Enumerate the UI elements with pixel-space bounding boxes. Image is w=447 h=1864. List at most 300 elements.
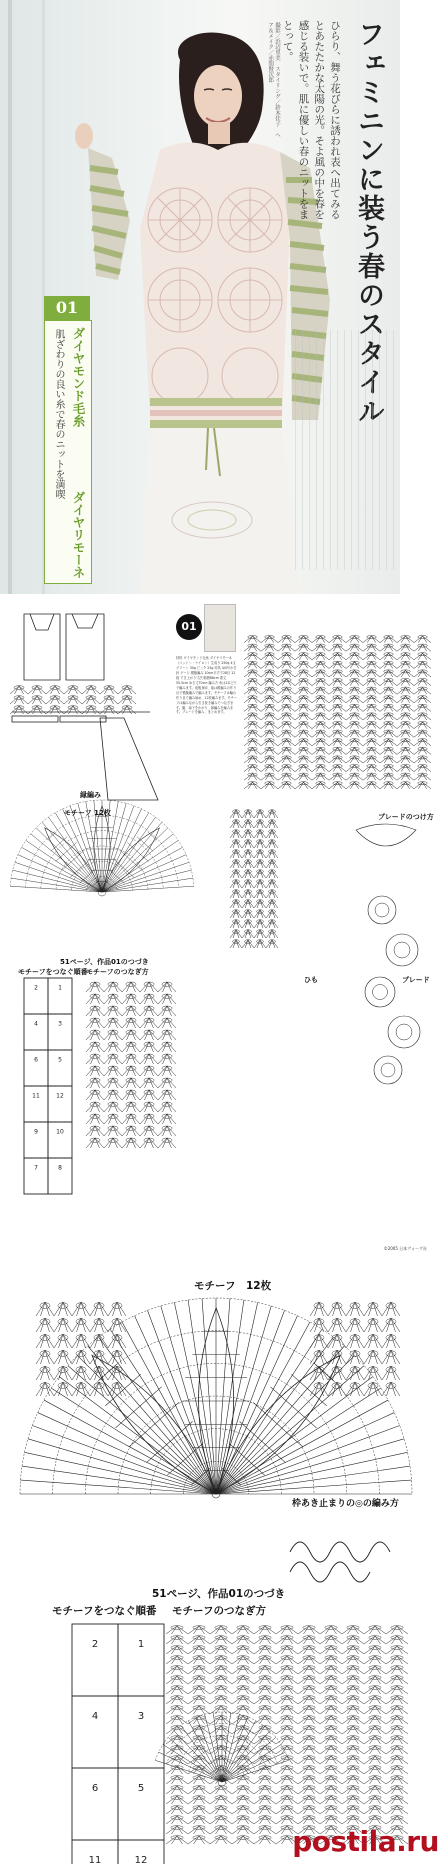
- stitch-fan: [276, 1686, 298, 1694]
- stitch-fan: [278, 653, 295, 660]
- grid-cell-number: 4: [34, 1020, 38, 1028]
- stitch-fan: [346, 713, 363, 720]
- stitch-fan: [382, 1334, 400, 1348]
- label-joining-method-large: モチーフのつなぎ方: [172, 1605, 266, 1617]
- stitch-fan: [329, 696, 346, 703]
- stitch-fan: [254, 940, 266, 948]
- chain-loop: [90, 982, 100, 986]
- stitch-fan: [232, 1636, 254, 1644]
- stitch-ray: [222, 1752, 285, 1782]
- stitch-fan: [363, 636, 380, 643]
- stitch-fan: [380, 774, 397, 781]
- stitch-fan: [414, 731, 431, 738]
- stitch-fan: [210, 1796, 232, 1804]
- stitch-fan: [364, 1366, 382, 1380]
- chain-loop: [162, 982, 172, 986]
- stitch-fan: [397, 705, 414, 712]
- stitch-fan: [276, 1746, 298, 1754]
- stitch-fan: [86, 1006, 104, 1016]
- diagonal-edge-chart: [230, 810, 278, 948]
- stitch-fan: [328, 1302, 346, 1316]
- stitch-fan: [364, 1806, 386, 1814]
- stitch-ray: [68, 1366, 216, 1494]
- stitch-fan: [232, 1646, 254, 1654]
- stitch-fan: [232, 1716, 254, 1724]
- stitch-fan: [90, 1302, 108, 1316]
- label-continued-large: 51ページ、作品01のつづき: [152, 1588, 286, 1600]
- lead-text: ひらり、舞う花びらに誘われ表へ出てみるとあたたかな太陽の光。そよ風の中を春を感じる装いで。肌に優しい春のニットをまとって。: [281, 20, 341, 220]
- chain-loop: [126, 994, 136, 998]
- chain-loop: [126, 1114, 136, 1118]
- stitch-fan: [28, 696, 46, 704]
- chain-loop: [90, 1006, 100, 1010]
- stitch-fan: [210, 1666, 232, 1674]
- stitch-fan: [329, 739, 346, 746]
- stitch-fan: [100, 686, 118, 694]
- stitch-fan: [295, 713, 312, 720]
- stitch-fan: [298, 1786, 320, 1794]
- stitch-fan: [166, 1816, 188, 1824]
- stitch-fan: [320, 1686, 342, 1694]
- stitch-ray: [216, 1306, 271, 1494]
- stitch-fan: [86, 1090, 104, 1100]
- chain-loop: [108, 1018, 118, 1022]
- stitch-fan: [276, 1666, 298, 1674]
- stitch-fan: [254, 810, 266, 818]
- stitch-fan: [312, 756, 329, 763]
- stitch-fan: [36, 1350, 54, 1364]
- stitch-fan: [104, 1030, 122, 1040]
- stitch-fan: [364, 1676, 386, 1684]
- stitch-fan: [298, 1646, 320, 1654]
- stitch-fan: [312, 645, 329, 652]
- stitch-fan: [230, 880, 242, 888]
- stitch-fan: [276, 1626, 298, 1634]
- stitch-fan: [380, 696, 397, 703]
- joining-lace-chart: [155, 1626, 408, 1844]
- stitch-fan: [298, 1696, 320, 1704]
- stitch-fan: [346, 636, 363, 643]
- stitch-fan: [310, 1302, 328, 1316]
- stitch-fan: [166, 1786, 188, 1794]
- stitch-fan: [266, 870, 278, 878]
- stitch-fan: [210, 1646, 232, 1654]
- stitch-fan: [363, 653, 380, 660]
- stitch-fan: [312, 713, 329, 720]
- stitch-fan: [414, 782, 431, 789]
- stitch-fan: [414, 722, 431, 729]
- stitch-fan: [140, 1102, 158, 1112]
- stitch-fan: [414, 670, 431, 677]
- stitch-fan: [232, 1806, 254, 1814]
- stitch-fan: [188, 1636, 210, 1644]
- stitch-fan: [266, 840, 278, 848]
- stitch-fan: [210, 1806, 232, 1814]
- stitch-fan: [363, 713, 380, 720]
- chain-loop: [108, 994, 118, 998]
- petal-stitch: [51, 837, 67, 852]
- stitch-fan: [380, 670, 397, 677]
- stitch-fan: [244, 782, 261, 789]
- stitch-fan: [397, 688, 414, 695]
- chain-loop: [144, 982, 154, 986]
- stitch-ray: [110, 1329, 216, 1494]
- stitch-fan: [278, 713, 295, 720]
- stitch-fan: [278, 636, 295, 643]
- stitch-fan: [346, 774, 363, 781]
- label-motif: モチーフ 12枚: [64, 809, 111, 817]
- chain-loop: [162, 1114, 172, 1118]
- stitch-fan: [278, 748, 295, 755]
- stitch-fan: [108, 1366, 126, 1380]
- stitch-fan: [397, 774, 414, 781]
- stitch-fan: [342, 1776, 364, 1784]
- chain-loop: [126, 1042, 136, 1046]
- stitch-fan: [266, 900, 278, 908]
- stitch-fan: [298, 1736, 320, 1744]
- stitch-fan: [158, 1138, 176, 1148]
- stitch-fan: [140, 982, 158, 992]
- stitch-ray: [216, 1377, 373, 1494]
- petal-stitch: [240, 1421, 286, 1462]
- stitch-fan: [364, 1626, 386, 1634]
- grid-cell: [48, 1122, 72, 1158]
- stitch-fan: [166, 1826, 188, 1834]
- stitch-fan: [210, 1736, 232, 1744]
- stitch-fan: [364, 1646, 386, 1654]
- stitch-fan: [386, 1646, 408, 1654]
- stitch-fan: [312, 653, 329, 660]
- stitch-fan: [230, 860, 242, 868]
- stitch-fan: [82, 706, 100, 714]
- stitch-fan: [363, 782, 380, 789]
- stitch-fan: [104, 1042, 122, 1052]
- stitch-fan: [261, 636, 278, 643]
- label-tie: ひも: [304, 976, 318, 984]
- stitch-fan: [122, 1042, 140, 1052]
- stitch-fan: [140, 1042, 158, 1052]
- stitch-fan: [320, 1816, 342, 1824]
- stitch-fan: [254, 1776, 276, 1784]
- stitch-fan: [266, 880, 278, 888]
- stitch-fan: [380, 705, 397, 712]
- stitch-fan: [140, 1054, 158, 1064]
- stitch-fan: [276, 1796, 298, 1804]
- stitch-fan: [254, 1786, 276, 1794]
- stitch-fan: [230, 850, 242, 858]
- chain-loop: [144, 1066, 154, 1070]
- stitch-fan: [298, 1776, 320, 1784]
- stitch-fan: [380, 756, 397, 763]
- stitch-fan: [90, 1318, 108, 1332]
- stitch-fan: [278, 722, 295, 729]
- stitch-fan: [254, 1726, 276, 1734]
- chain-loop: [90, 1102, 100, 1106]
- stitch-fan: [276, 1806, 298, 1814]
- stitch-fan: [122, 1138, 140, 1148]
- chain-loop: [90, 1078, 100, 1082]
- stitch-fan: [36, 1318, 54, 1332]
- petal-stitch: [56, 842, 77, 861]
- stitch-fan: [104, 1102, 122, 1112]
- grid-cell: [72, 1624, 118, 1696]
- chain-loop: [126, 1078, 136, 1082]
- grid-cell-number: 6: [91, 1783, 99, 1795]
- stitch-ray: [216, 1346, 344, 1494]
- stitch-ray: [51, 1388, 216, 1494]
- chain-loop: [126, 1006, 136, 1010]
- stitch-fan: [310, 1334, 328, 1348]
- stitch-fan: [140, 1018, 158, 1028]
- stitch-fan: [254, 1706, 276, 1714]
- stitch-fan: [82, 686, 100, 694]
- stitch-fan: [386, 1816, 408, 1824]
- stitch-fan: [320, 1736, 342, 1744]
- stitch-fan: [363, 688, 380, 695]
- stitch-fan: [386, 1766, 408, 1774]
- stitch-fan: [244, 756, 261, 763]
- stitch-fan: [122, 1054, 140, 1064]
- stitch-fan: [342, 1656, 364, 1664]
- stitch-fan: [310, 1318, 328, 1332]
- label-braid-short: ブレード: [402, 976, 430, 984]
- stitch-fan: [386, 1636, 408, 1644]
- stitch-fan: [380, 782, 397, 789]
- chain-loop: [90, 1090, 100, 1094]
- stitch-fan: [278, 645, 295, 652]
- stitch-fan: [86, 1042, 104, 1052]
- chain-loop: [126, 1054, 136, 1058]
- stitch-fan: [104, 1138, 122, 1148]
- stitch-fan: [295, 670, 312, 677]
- stitch-fan: [346, 679, 363, 686]
- label-joining-method: モチーフのつなぎ方: [86, 968, 149, 976]
- braid-arc: [356, 824, 416, 846]
- stitch-fan: [276, 1696, 298, 1704]
- stitch-fan: [10, 686, 28, 694]
- stitch-fan: [386, 1806, 408, 1814]
- braid-ring-inner: [396, 1024, 412, 1040]
- chain-loop: [162, 1138, 172, 1142]
- watermark-brand: postila: [292, 1825, 397, 1858]
- stitch-fan: [320, 1726, 342, 1734]
- stitch-fan: [122, 982, 140, 992]
- stitch-ray: [216, 1439, 404, 1494]
- stitch-fan: [363, 662, 380, 669]
- braid-ring: [365, 977, 395, 1007]
- stitch-fan: [188, 1646, 210, 1654]
- stitch-fan: [261, 782, 278, 789]
- chain-loop: [144, 1030, 154, 1034]
- stitch-fan: [386, 1756, 408, 1764]
- grid-cell-number: 11: [32, 1092, 40, 1100]
- stitch-fan: [266, 830, 278, 838]
- stitch-fan: [414, 739, 431, 746]
- stitch-fan: [166, 1666, 188, 1674]
- stitch-fan: [242, 880, 254, 888]
- stitch-fan: [122, 1126, 140, 1136]
- stitch-fan: [254, 1656, 276, 1664]
- braid-ring-inner: [375, 903, 389, 917]
- stitch-fan: [380, 636, 397, 643]
- chain-loop: [144, 1138, 154, 1142]
- stitch-fan: [363, 774, 380, 781]
- stitch-fan: [122, 1102, 140, 1112]
- stitch-fan: [261, 696, 278, 703]
- stitch-fan: [86, 1054, 104, 1064]
- chain-loop: [162, 1042, 172, 1046]
- yarn-name: ダイヤモンド毛糸: [71, 327, 86, 427]
- stitch-fan: [278, 739, 295, 746]
- stitch-fan: [386, 1776, 408, 1784]
- chain-loop: [144, 1042, 154, 1046]
- grid-cell: [48, 1050, 72, 1086]
- grid-cell-number: 1: [137, 1639, 145, 1651]
- stitch-ray: [59, 1377, 216, 1494]
- stitch-fan: [363, 645, 380, 652]
- grid-cell-number: 12: [56, 1092, 64, 1100]
- stitch-fan: [244, 653, 261, 660]
- stitch-fan: [140, 1114, 158, 1124]
- stitch-fan: [254, 1626, 276, 1634]
- stitch-fan: [364, 1350, 382, 1364]
- stitch-fan: [242, 870, 254, 878]
- grid-cell-number: 2: [91, 1639, 99, 1651]
- stitch-ray: [38, 1413, 216, 1494]
- stitch-fan: [329, 670, 346, 677]
- petal-stitch: [105, 880, 114, 888]
- stitch-fan: [298, 1716, 320, 1724]
- stitch-fan: [266, 910, 278, 918]
- stitch-fan: [166, 1726, 188, 1734]
- stitch-fan: [254, 1816, 276, 1824]
- stitch-fan: [232, 1676, 254, 1684]
- stitch-fan: [276, 1766, 298, 1774]
- stitch-fan: [320, 1706, 342, 1714]
- stitch-fan: [242, 830, 254, 838]
- stitch-fan: [166, 1686, 188, 1694]
- stitch-fan: [320, 1716, 342, 1724]
- stitch-fan: [166, 1836, 188, 1844]
- stitch-fan: [278, 696, 295, 703]
- stitch-fan: [261, 662, 278, 669]
- stitch-fan: [166, 1676, 188, 1684]
- petal-stitch: [80, 869, 96, 884]
- chain-loop: [90, 1054, 100, 1058]
- stitch-fan: [254, 1686, 276, 1694]
- stitch-fan: [397, 696, 414, 703]
- stitch-fan: [346, 722, 363, 729]
- stitch-fan: [346, 765, 363, 772]
- stitch-fan: [386, 1626, 408, 1634]
- stitch-fan: [346, 1350, 364, 1364]
- stitch-fan: [230, 820, 242, 828]
- stitch-fan: [261, 705, 278, 712]
- thumbnail-photo: [204, 604, 236, 652]
- stitch-fan: [397, 662, 414, 669]
- stitch-fan: [210, 1826, 232, 1834]
- stitch-fan: [158, 1126, 176, 1136]
- stitch-fan: [312, 774, 329, 781]
- stitch-fan: [188, 1806, 210, 1814]
- stitch-fan: [254, 830, 266, 838]
- stitch-fan: [104, 1114, 122, 1124]
- stitch-fan: [312, 748, 329, 755]
- grid-cell-number: 10: [56, 1128, 64, 1136]
- chain-loop: [162, 1030, 172, 1034]
- stitch-fan: [295, 774, 312, 781]
- stitch-fan: [36, 1382, 54, 1396]
- stitch-fan: [320, 1806, 342, 1814]
- stitch-fan: [108, 1302, 126, 1316]
- stitch-fan: [380, 713, 397, 720]
- chain-loop: [108, 1138, 118, 1142]
- chain-loop: [90, 1042, 100, 1046]
- stitch-fan: [266, 860, 278, 868]
- grid-cell-number: 4: [91, 1711, 99, 1723]
- stitch-fan: [342, 1726, 364, 1734]
- stitch-fan: [72, 1334, 90, 1348]
- stitch-fan: [363, 756, 380, 763]
- chain-loop: [126, 1102, 136, 1106]
- stitch-fan: [364, 1686, 386, 1694]
- stitch-fan: [414, 705, 431, 712]
- stitch-fan: [346, 705, 363, 712]
- stitch-fan: [122, 1018, 140, 1028]
- stitch-fan: [122, 1030, 140, 1040]
- stitch-fan: [312, 722, 329, 729]
- stitch-fan: [342, 1666, 364, 1674]
- stitch-fan: [342, 1636, 364, 1644]
- stitch-fan: [232, 1816, 254, 1824]
- stitch-fan: [242, 820, 254, 828]
- stitch-fan: [295, 748, 312, 755]
- stitch-fan: [230, 830, 242, 838]
- stitch-fan: [104, 1006, 122, 1016]
- stitch-fan: [276, 1736, 298, 1744]
- stitch-fan: [380, 662, 397, 669]
- stitch-fan: [298, 1796, 320, 1804]
- chain-loop: [144, 1102, 154, 1106]
- stitch-fan: [364, 1302, 382, 1316]
- stitch-fan: [210, 1626, 232, 1634]
- chain-loop: [162, 1006, 172, 1010]
- chain-loop: [90, 1030, 100, 1034]
- stitch-fan: [380, 739, 397, 746]
- stitch-fan: [261, 774, 278, 781]
- stitch-fan: [86, 1102, 104, 1112]
- stitch-fan: [242, 940, 254, 948]
- stitch-fan: [210, 1786, 232, 1794]
- stitch-fan: [242, 860, 254, 868]
- stitch-fan: [342, 1796, 364, 1804]
- stitch-fan: [100, 706, 118, 714]
- stitch-fan: [397, 782, 414, 789]
- stitch-fan: [397, 636, 414, 643]
- grid-cell-number: 3: [58, 1020, 62, 1028]
- stitch-fan: [54, 1366, 72, 1380]
- petal-stitch: [115, 1387, 161, 1428]
- stitch-fan: [140, 1126, 158, 1136]
- stitch-fan: [158, 1066, 176, 1076]
- chain-loop: [108, 1054, 118, 1058]
- stitch-fan: [342, 1746, 364, 1754]
- stitch-fan: [46, 696, 64, 704]
- grid-cell: [24, 1086, 48, 1122]
- stitch-fan: [188, 1816, 210, 1824]
- stitch-fan: [254, 1836, 276, 1844]
- stitch-fan: [386, 1676, 408, 1684]
